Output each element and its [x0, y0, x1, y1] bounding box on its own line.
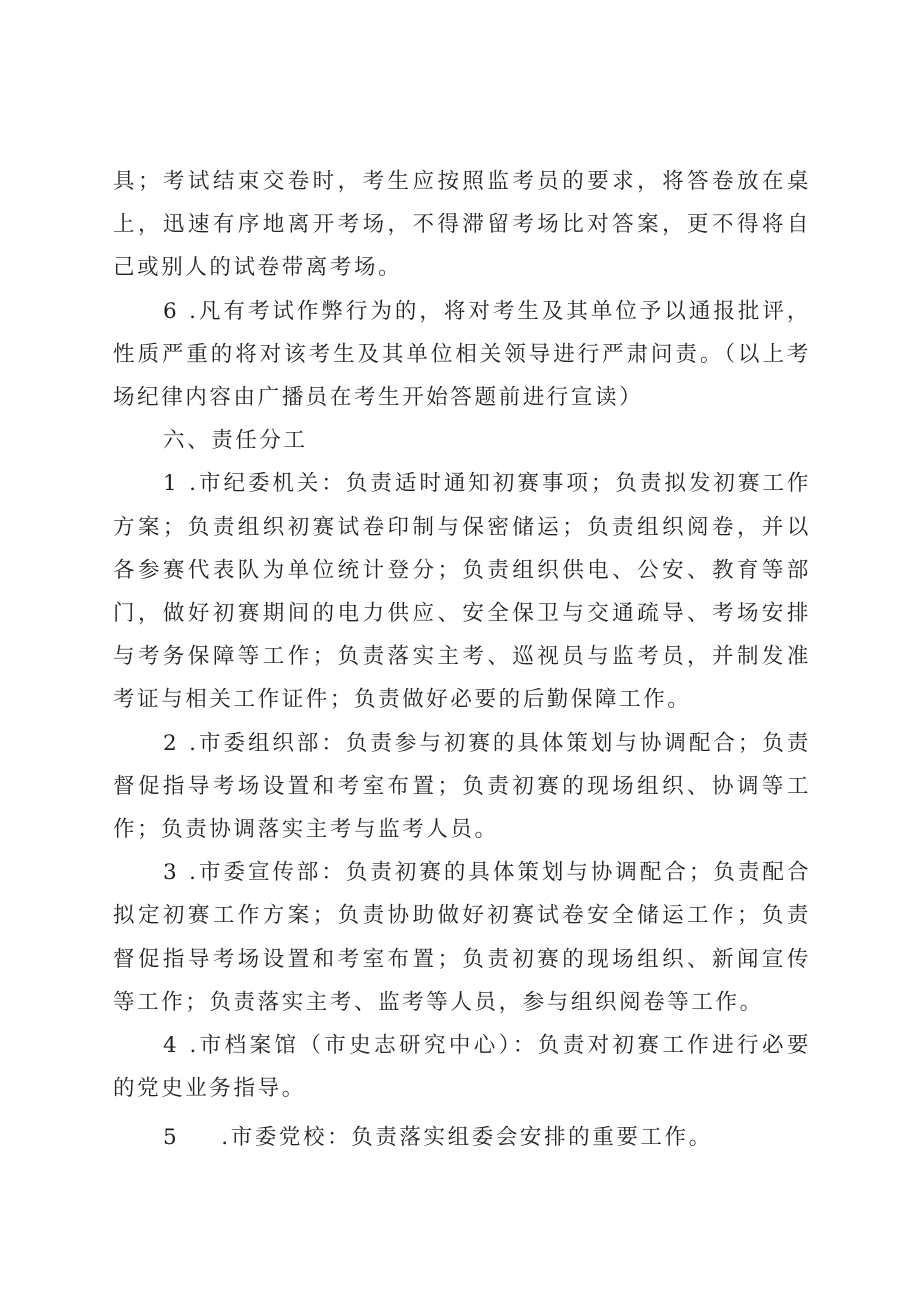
- paragraph-responsibility-4: 4 .市档案馆（市史志研究中心）：负责对初赛工作进行必要的党史业务指导。: [113, 1033, 811, 1102]
- paragraph-responsibility-1: 1 .市纪委机关：负责适时通知初赛事项；负责拟发初赛工作方案；负责组织初赛试卷印制与保密储运；负责组织阅卷，并以各参赛代表队为单位统计登分；负责组织供电、公安、教育等部门，做好初赛期间的电力供应、安全保卫与交通疏导、考场安排与考务保障等工作；负责落实主考、巡视员与监考员，并制发准考证与相关工作证件；负责做好必要的后勤保障工作。: [113, 471, 811, 713]
- paragraph-responsibility-2: 2 .市委组织部：负责参与初赛的具体策划与协调配合；负责督促指导考场设置和考室布置；负责初赛的现场组织、协调等工作；负责协调落实主考与监考人员。: [113, 730, 811, 843]
- paragraph-responsibility-5: [113, 1116, 811, 1159]
- section-heading-responsibilities: 六、责任分工: [163, 428, 308, 454]
- responsibility-5-number: 5: [163, 1125, 180, 1151]
- paragraph-continuation: 具；考试结束交卷时，考生应按照监考员的要求，将答卷放在桌上，迅速有序地离开考场，不得滞留考场比对答案，更不得将自己或别人的试卷带离考场。: [113, 169, 811, 281]
- document-body: [113, 160, 811, 1160]
- paragraph-item-6: 6 .凡有考试作弊行为的，将对考生及其单位予以通报批评，性质严重的将对该考生及其单位相关领导进行严肃问责。（以上考场纪律内容由广播员在考生开始答题前进行宣读）: [113, 298, 811, 411]
- paragraph-responsibility-3: 3 .市委宣传部：负责初赛的具体策划与协调配合；负责配合拟定初赛工作方案；负责协助做好初赛试卷安全储运工作；负责督促指导考场设置和考室布置；负责初赛的现场组织、新闻宣传等工作；负责落实主考、监考等人员，参与组织阅卷等工作。: [113, 860, 811, 1015]
- responsibility-5-text: .市委党校：负责落实组委会安排的重要工作。: [221, 1125, 713, 1151]
